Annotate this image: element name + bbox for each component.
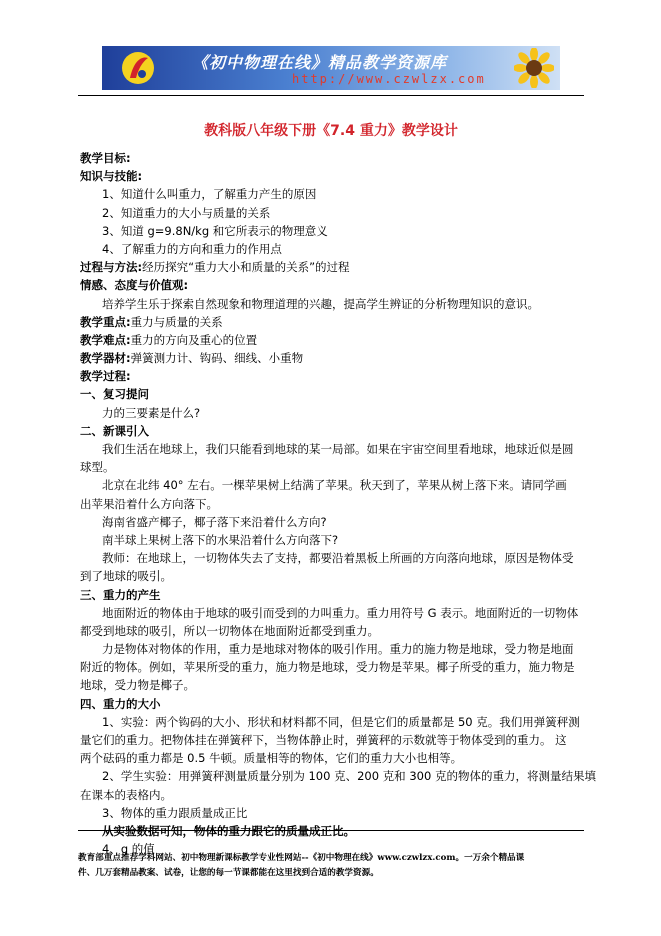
footer-line-1: 教育部重点推荐学科网站、初中物理新课标教学专业性网站--《初中物理在线》www.czwlzx.com。一万余个精品课 <box>78 853 525 863</box>
body-line <box>80 367 588 385</box>
body-line <box>80 586 588 604</box>
body-line <box>80 713 588 731</box>
body-line <box>80 767 596 785</box>
footer-note <box>78 851 586 881</box>
body-text: 在课本的表格内。 <box>80 787 172 802</box>
body-line <box>80 349 588 367</box>
body-text: 3、知道 g=9.8N/kg 和它所表示的物理意义 <box>102 223 328 238</box>
body-line <box>80 313 588 331</box>
document-title: 教科版八年级下册《7.4 重力》教学设计 <box>204 123 458 139</box>
body-line <box>80 385 588 403</box>
section-heading: 一、复习提问 <box>80 387 149 402</box>
body-text: 4、了解重力的方向和重力的作用点 <box>102 241 282 256</box>
body-text: 重力的方向及重心的位置 <box>130 332 258 347</box>
body-line <box>80 731 588 749</box>
footer-line-2: 件、几万套精品教案、试卷，让您的每一节课都能在这里找到合适的教学资源。 <box>78 868 379 878</box>
section-heading: 四、重力的大小 <box>80 696 161 711</box>
banner-title: 《初中物理在线》精品教学资源库 <box>192 53 448 72</box>
body-line <box>80 222 588 240</box>
body-text: 都受到地球的吸引，所以一切物体在地面附近都受到重力。 <box>80 623 379 638</box>
body-line <box>80 440 588 458</box>
body-text: 1、实验：两个钩码的大小、形状和材料都不同，但是它们的质量都是 50 克。我们用弹簧秤测 <box>102 714 580 729</box>
section-heading: 三、重力的产生 <box>80 587 161 602</box>
body-line <box>80 476 588 494</box>
body-text: 培养学生乐于探索自然现象和物理道理的兴趣，提高学生辨证的分析物理知识的意识。 <box>102 296 539 311</box>
body-line <box>80 822 588 840</box>
body-line <box>80 695 588 713</box>
body-text: 1、知道什么叫重力，了解重力产生的原因 <box>102 187 317 202</box>
body-line <box>80 331 588 349</box>
body-text: 2、知道重力的大小与质量的关系 <box>102 205 271 220</box>
body-text: 地面附近的物体由于地球的吸引而受到的力叫重力。重力用符号 G 表示。地面附近的一切物体 <box>102 605 579 620</box>
body-text: 重力与质量的关系 <box>130 314 223 329</box>
body-line <box>80 549 588 567</box>
body-line <box>80 185 588 203</box>
body-line <box>80 676 588 694</box>
body-line <box>80 786 588 804</box>
body-line <box>80 276 588 294</box>
body-text: 力是物体对物体的作用，重力是地球对物体的吸引作用。重力的施力物是地球，受力物是地面 <box>102 642 574 657</box>
body-line <box>80 604 588 622</box>
header-divider <box>78 95 584 96</box>
body-line <box>80 531 588 549</box>
body-text: 量它们的重力。把物体挂在弹簧秤下，当物体静止时，弹簧秤的示数就等于物体受到的重力。 这 <box>80 733 567 747</box>
body-text: 球型。 <box>80 460 115 475</box>
body-line <box>80 658 588 676</box>
section-heading: 教学目标: <box>80 151 131 165</box>
body-line <box>80 422 588 440</box>
body-text: 力的三要素是什么? <box>102 405 201 420</box>
body-line <box>80 458 588 476</box>
section-heading: 教学重点: <box>80 314 131 329</box>
body-line <box>80 804 588 822</box>
body-text: 海南省盛产椰子，椰子落下来沿着什么方向? <box>102 514 327 529</box>
body-line <box>80 513 588 531</box>
header-banner <box>102 46 560 90</box>
body-text: 南半球上果树上落下的水果沿着什么方向落下? <box>102 532 339 547</box>
body-text: 出苹果沿着什么方向落下。 <box>80 496 218 511</box>
body-line <box>80 404 588 422</box>
body-line <box>80 640 588 658</box>
section-heading: 教学器材: <box>80 351 131 366</box>
body-line <box>80 240 588 258</box>
body-text: 3、物体的重力跟质量成正比 <box>102 805 248 820</box>
body-line <box>80 622 588 640</box>
footer-divider <box>78 830 584 831</box>
body-text: 两个砝码的重力都是 0.5 牛顿。质量相等的物体，它们的重力大小也相等。 <box>80 751 463 766</box>
body-line <box>80 749 588 767</box>
section-heading: 情感、态度与价值观: <box>80 278 189 293</box>
body-line <box>80 204 588 222</box>
body-line <box>80 258 588 276</box>
section-heading: 二、新课引入 <box>80 423 149 438</box>
body-text: 经历探究“重力大小和质量的关系”的过程 <box>142 260 350 275</box>
section-heading: 知识与技能: <box>80 169 143 184</box>
body-text: 北京在北纬 40° 左右。一棵苹果树上结满了苹果。秋天到了，苹果从树上落下来。请同学画 <box>102 478 567 493</box>
banner-url[interactable]: http://www.czwlzx.com <box>292 72 486 86</box>
body-text: 2、学生实验：用弹簧秤测量质量分别为 100 克、200 克和 300 克的物体的重力，将测量结果填 <box>102 769 596 784</box>
body-text: 附近的物体。例如，苹果所受的重力，施力物是地球，受力物是苹果。椰子所受的重力，施力物是 <box>80 660 575 675</box>
body-line <box>80 567 588 585</box>
section-heading: 过程与方法: <box>80 260 143 275</box>
body-text: 到了地球的吸引。 <box>80 569 172 584</box>
body-text: 弹簧测力计、钩码、细线、小重物 <box>130 351 304 366</box>
body-text: 地球，受力物是椰子。 <box>80 678 195 693</box>
body-line <box>80 295 588 313</box>
body-text: 4、g 的值 <box>102 842 155 857</box>
body-text: 我们生活在地球上，我们只能看到地球的某一局部。如果在宇宙空间里看地球，地球近似是圆 <box>102 442 574 456</box>
body-line <box>80 149 588 167</box>
section-heading: 从实验数据可知，物体的重力跟它的质量成正比。 <box>102 823 355 838</box>
body-text: 教师：在地球上，一切物体失去了支持，都要沿着黑板上所画的方向落向地球，原因是物体受 <box>102 551 574 566</box>
body-line <box>80 167 588 185</box>
document-body <box>80 149 596 858</box>
sunflower-icon <box>514 48 554 88</box>
section-heading: 教学难点: <box>80 332 131 347</box>
section-heading: 教学过程: <box>80 369 131 384</box>
body-line <box>80 495 588 513</box>
site-logo-icon <box>120 50 156 86</box>
